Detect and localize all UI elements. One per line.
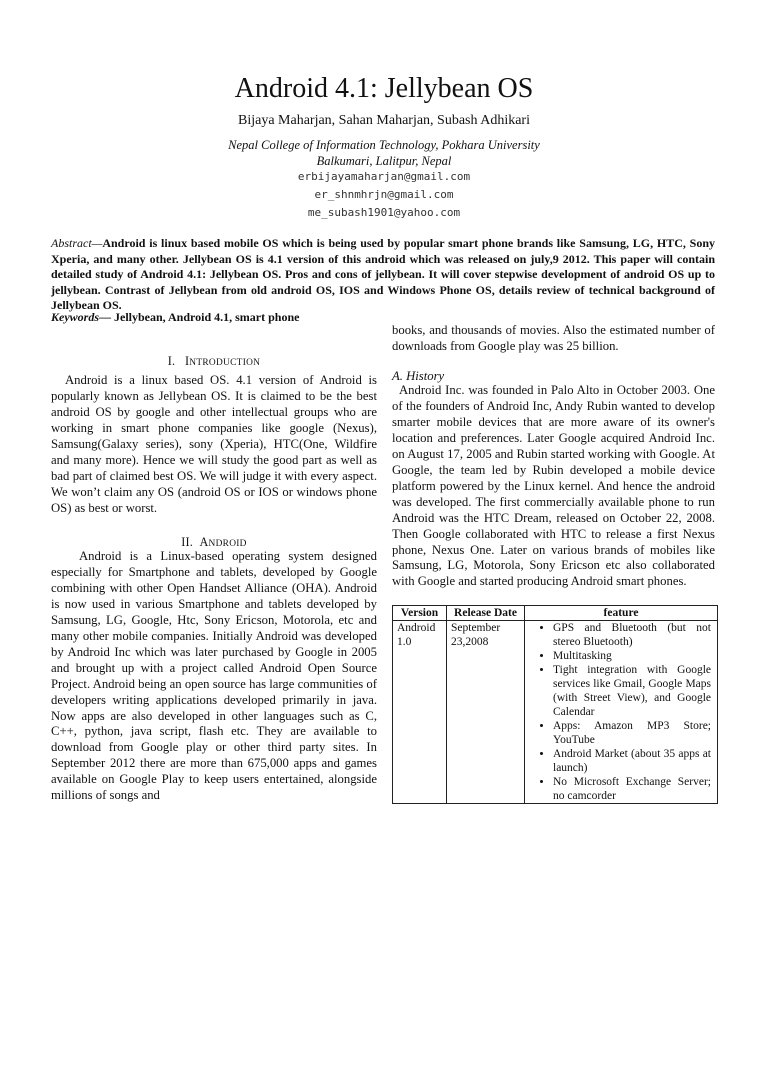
release-date-cell: September 23,2008: [447, 621, 525, 804]
author-list: Bijaya Maharjan, Sahan Maharjan, Subash Adhikari: [238, 113, 530, 128]
history-body: Android Inc. was founded in Palo Alto in October 2003. One of the founders of Android Inc, Andy Rubin wanted to develop smarter mobile devices that are more aware of its owner's location and preferences. Later Google acquired Android Inc. on August 17, 2005 and Rubin started working with Google. At Google, the team led by Rubin developed a mobile device platform powered by the Linux kernel. And hence the android was developed. The first commercially available phone to run Android was the HTC Dream, released on October 22, 2008. Then Google collaborated with HTC to release a first Nexus phone, Nexus One. Later on various brands of mobiles like Samsung, LG, Motorola, Sony Ericson etc also collaborated with Google and started producing Android smart phones.: [392, 383, 715, 589]
list-item: • No Microsoft Exchange Server; no camcorder: [553, 775, 711, 803]
version-cell: Android 1.0: [393, 621, 447, 804]
introduction-body: Android is a linux based OS. 4.1 version of Android is popularly known as Jellybean OS. It is claimed to be the best android OS by google and other intellectual groups who are working in smart phone companies like google (Nexus), Samsung(Galaxy series), sony (Xperia), HTC(One, Wildfire and many more). Hence we will study the good part as well as bad part of claimed best OS. We will judge it with every aspect. We won’t claim any OS (android OS or IOS or windows phone OS) as best or worst.: [51, 373, 377, 515]
table-row: [393, 621, 718, 804]
affiliation-line-2: Balkumari, Lalitpur, Nepal: [316, 154, 452, 168]
abstract-text: Android is linux based mobile OS which is being used by popular smart phone brands like Samsung, LG, HTC, Sony Xperia, and many other. Jellybean OS is 4.1 version of this android which was released on july,9 2012. This paper will contain detailed study of Android 4.1: Jellybean OS. Pros and cons of jellybean. It will cover stepwise development of android OS up to jellybean. Contrast of Jellybean from old android OS, IOS and Windows Phone OS, details review of technical background of Jellybean OS.: [51, 236, 715, 312]
email-2: er_shnmhrjn@gmail.com: [314, 188, 454, 201]
list-item: • Android Market (about 35 apps at launch): [553, 747, 711, 775]
keywords-dash: —: [99, 310, 111, 324]
subsection-heading-history: A. History: [392, 369, 445, 383]
list-item: • Tight integration with Google services like Gmail, Google Maps (with Street View), and Google Calendar: [553, 663, 711, 719]
android-body-continued: books, and thousands of movies. Also the estimated number of downloads from Google play was 25 billion.: [392, 323, 715, 353]
keywords: [51, 310, 391, 325]
release-table: [392, 605, 718, 804]
email-3: me_subash1901@yahoo.com: [307, 206, 461, 219]
feature-cell: [525, 621, 718, 804]
keywords-label: Keywords: [51, 310, 99, 324]
section-heading-android: II. ANDROID: [181, 535, 247, 549]
column-header-release-date: Release Date: [447, 606, 525, 621]
paper-title: Android 4.1: Jellybean OS: [234, 73, 534, 104]
release-table-container: [392, 605, 718, 804]
android-body: Android is a Linux-based operating system designed especially for Smartphone and tablets, developed by Google combining with other Open Handset Alliance (OHA). Android is now used in various Smartphone and tablets developed by Samsung, LG, Google, Htc, Sony Ericson, Motorola, etc and many other mobile companies. Initially Android was developed by Android Inc which was later purchased by Google in 2005 and brought up with a project called Android Open Source Project. Android being an open source has large communities of developers writing applications developed primarily in java. Now apps are also developed in other languages such as C, C++, python, java script, flash etc. They are available to download from Google play or other third party sites. In September 2012 there are more than 675,000 apps and games available on Google Play to keep users entertained, alongside millions of songs and: [51, 549, 377, 803]
section-heading-introduction: I. INTRODUCTION: [167, 354, 261, 368]
affiliation-line-1: Nepal College of Information Technology, Pokhara University: [228, 138, 540, 152]
column-header-feature: feature: [525, 606, 718, 621]
email-1: erbijayamaharjan@gmail.com: [297, 170, 471, 183]
abstract-label: Abstract: [51, 236, 92, 250]
list-item: • Apps: Amazon MP3 Store; YouTube: [553, 719, 711, 747]
list-item: • GPS and Bluetooth (but not stereo Bluetooth): [553, 621, 711, 649]
abstract-dash: —: [91, 236, 103, 250]
column-header-version: Version: [393, 606, 447, 621]
abstract: [51, 236, 715, 314]
list-item: • Multitasking: [553, 649, 711, 663]
keywords-text: Jellybean, Android 4.1, smart phone: [114, 310, 300, 324]
feature-list: [529, 621, 711, 803]
table-header-row: [393, 606, 718, 621]
